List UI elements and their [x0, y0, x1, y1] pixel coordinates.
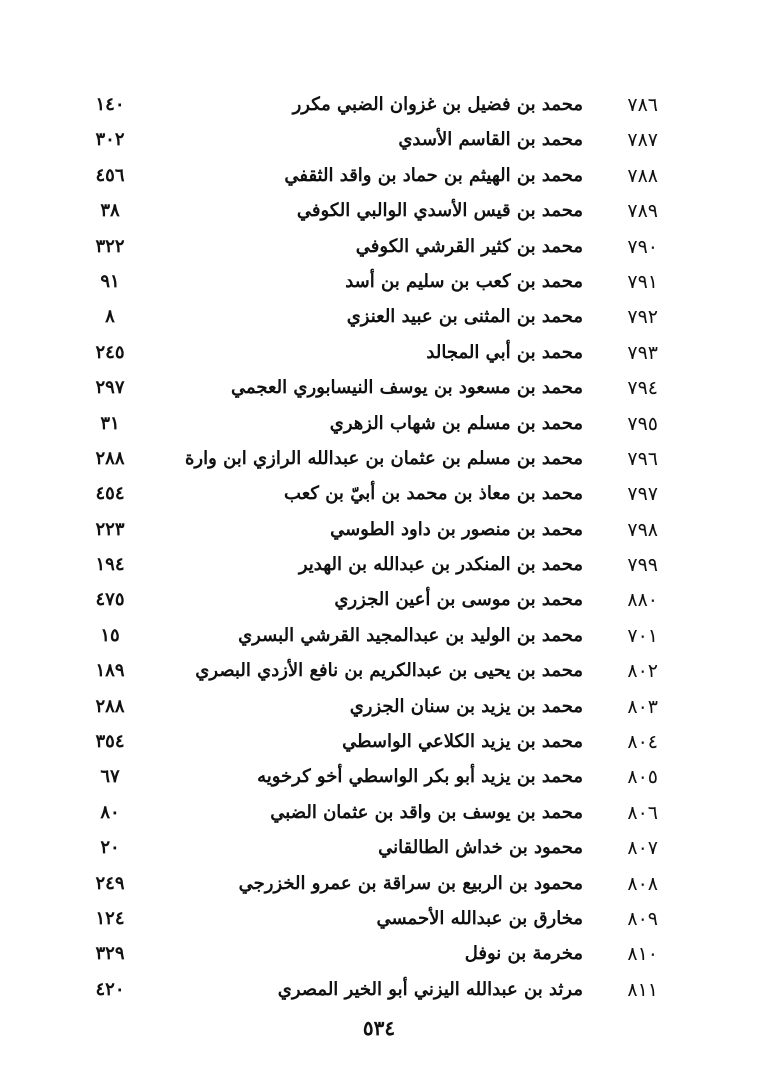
index-row: [0, 974, 758, 1009]
index-row: [0, 478, 758, 513]
entry-number: ٨١١: [627, 978, 658, 1001]
index-row: [0, 726, 758, 761]
entry-name: محمد بن معاذ بن محمد بن أبيّ بن كعب: [284, 483, 583, 505]
index-list: [0, 89, 758, 1009]
entry-page-reference: ٩١: [100, 270, 120, 292]
index-row: [0, 797, 758, 832]
entry-number: ٧٨٩: [627, 200, 658, 223]
index-row: [0, 443, 758, 478]
entry-name: مخرمة بن نوفل: [464, 943, 583, 965]
index-row: [0, 160, 758, 195]
index-row: [0, 620, 758, 655]
entry-page-reference: ٣٠٢: [95, 129, 125, 151]
entry-page-reference: ٢٤٥: [95, 341, 125, 363]
entry-page-reference: ٦٧: [100, 766, 120, 788]
entry-name: محمد بن مسلم بن عثمان بن عبدالله الرازي ابن وارة: [184, 447, 583, 469]
entry-number: ٧٩٩: [627, 554, 658, 577]
entry-number: ٨٠٦: [627, 801, 658, 824]
entry-name: محمد بن يزيد أبو بكر الواسطي أخو كرخويه: [257, 766, 583, 788]
entry-number: ٨٠٨: [627, 872, 658, 895]
entry-page-reference: ٨: [105, 306, 115, 328]
entry-name: محمد بن منصور بن داود الطوسي: [330, 518, 583, 540]
entry-name: محمد بن كثير القرشي الكوفي: [355, 235, 583, 257]
index-row: [0, 337, 758, 372]
index-row: [0, 266, 758, 301]
entry-name: محمد بن فضيل بن غزوان الضبي مكرر: [292, 94, 583, 115]
entry-page-reference: ٢٠: [100, 837, 120, 859]
entry-number: ٧٩٦: [627, 447, 658, 470]
entry-name: محمد بن قيس الأسدي الوالبي الكوفي: [296, 200, 583, 222]
entry-name: محمد بن مسلم بن شهاب الزهري: [329, 412, 583, 434]
entry-number: ٧٩١: [627, 270, 658, 293]
index-row: [0, 761, 758, 796]
entry-number: ٧٩٨: [627, 518, 658, 541]
entry-number: ٨٠٧: [627, 837, 658, 860]
index-row: [0, 514, 758, 549]
entry-name: محمود بن الربيع بن سراقة بن عمرو الخزرجي: [238, 872, 583, 894]
entry-page-reference: ٤٧٥: [95, 589, 125, 611]
entry-number: ٨٠٣: [627, 695, 658, 718]
entry-number: ٧٨٨: [627, 164, 658, 187]
entry-name: محمد بن يحيى بن عبدالكريم بن نافع الأزدي البصري: [195, 660, 583, 682]
entry-page-reference: ٤٢٠: [95, 978, 125, 1000]
entry-number: ٧٩٢: [627, 306, 658, 329]
entry-name: مخارق بن عبدالله الأحمسي: [376, 907, 583, 929]
entry-name: محمد بن القاسم الأسدي: [398, 129, 583, 151]
index-row: [0, 549, 758, 584]
entry-page-reference: ١٩٤: [95, 554, 125, 576]
index-row: [0, 231, 758, 266]
entry-number: ٧٩٥: [627, 412, 658, 435]
entry-number: ٧٩٠: [627, 235, 658, 258]
entry-number: ٧٩٣: [627, 341, 658, 364]
entry-page-reference: ٢٨٨: [95, 447, 125, 469]
entry-number: ٨٠٥: [627, 766, 658, 789]
entry-page-reference: ٣٢٢: [95, 235, 125, 257]
entry-page-reference: ٨٠: [100, 801, 120, 823]
index-row: [0, 584, 758, 619]
entry-page-reference: ٤٥٦: [95, 164, 125, 186]
index-row: [0, 691, 758, 726]
entry-page-reference: ٤٥٤: [95, 483, 125, 505]
index-row: [0, 408, 758, 443]
entry-name: محمد بن يزيد بن سنان الجزري: [349, 695, 583, 717]
index-row: [0, 124, 758, 159]
entry-name: محمد بن الهيثم بن حماد بن واقد الثقفي: [284, 164, 583, 186]
entry-number: ٧٨٧: [627, 129, 658, 152]
entry-page-reference: ٢٤٩: [95, 872, 125, 894]
entry-name: محمد بن مسعود بن يوسف النيسابوري العجمي: [230, 377, 583, 399]
entry-name: محمد بن أبي المجالد: [426, 341, 583, 363]
entry-name: محمد بن المثنى بن عبيد العنزي: [346, 306, 583, 328]
entry-page-reference: ٣١: [100, 412, 120, 434]
index-row: [0, 372, 758, 407]
entry-number: ٧٩٧: [627, 483, 658, 506]
index-row: [0, 938, 758, 973]
index-row: [0, 301, 758, 336]
index-row: [0, 655, 758, 690]
entry-page-reference: ٢٨٨: [95, 695, 125, 717]
entry-name: مرثد بن عبدالله اليزني أبو الخير المصري: [277, 978, 583, 1000]
page-number: ٥٣٤: [362, 1016, 396, 1040]
entry-page-reference: ١٨٩: [95, 660, 125, 682]
entry-number: ٨٠٤: [627, 731, 658, 754]
entry-number: ٨٨٠: [627, 589, 658, 612]
entry-number: ٨١٠: [627, 943, 658, 966]
entry-name: محمد بن كعب بن سليم بن أسد: [345, 270, 583, 292]
entry-name: محمد بن يزيد الكلاعي الواسطي: [342, 731, 583, 753]
index-row: [0, 868, 758, 903]
entry-name: محمد بن موسى بن أعين الجزري: [334, 589, 583, 611]
entry-page-reference: ٣٢٩: [95, 943, 125, 965]
index-row: [0, 89, 758, 124]
entry-name: محمد بن يوسف بن واقد بن عثمان الضبي: [270, 801, 583, 823]
index-row: [0, 195, 758, 230]
entry-page-reference: ١٤٠: [95, 94, 125, 115]
index-row: [0, 903, 758, 938]
entry-page-reference: ٣٨: [100, 200, 120, 222]
entry-number: ٨٠٢: [627, 660, 658, 683]
entry-page-reference: ٢٢٣: [95, 518, 125, 540]
entry-page-reference: ١٥: [100, 624, 120, 646]
entry-number: ٧٠١: [627, 624, 658, 647]
entry-page-reference: ٣٥٤: [95, 731, 125, 753]
index-row: [0, 832, 758, 867]
entry-name: محمود بن خداش الطالقاني: [378, 837, 583, 859]
entry-page-reference: ١٢٤: [95, 907, 125, 929]
entry-name: محمد بن المنكدر بن عبدالله بن الهدير: [298, 554, 583, 576]
entry-number: ٧٨٦: [627, 94, 658, 116]
entry-name: محمد بن الوليد بن عبدالمجيد القرشي البسري: [238, 624, 583, 646]
entry-page-reference: ٢٩٧: [95, 377, 125, 399]
entry-number: ٨٠٩: [627, 907, 658, 930]
entry-number: ٧٩٤: [627, 377, 658, 400]
